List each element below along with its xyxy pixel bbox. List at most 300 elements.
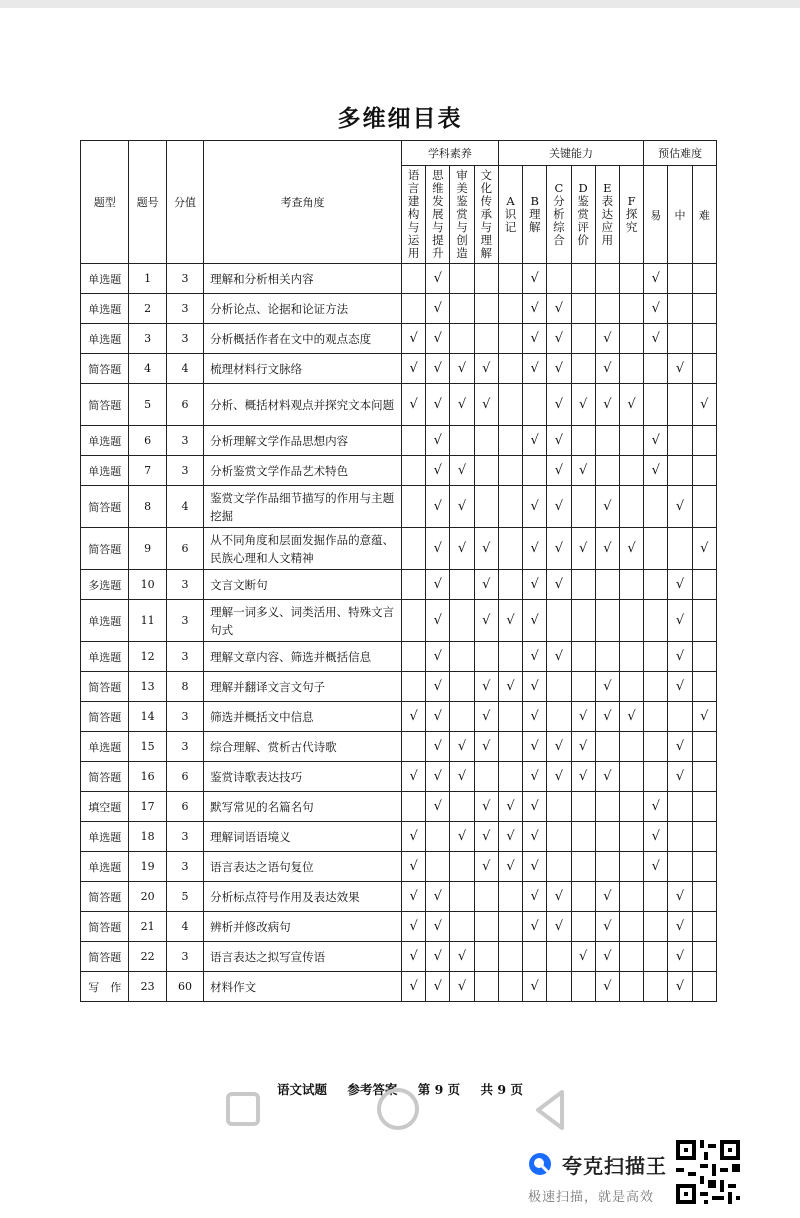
check-mark: √ [668, 672, 692, 702]
check-mark: √ [523, 294, 547, 324]
check-mark: √ [426, 486, 450, 528]
check-mark: √ [523, 354, 547, 384]
cell-mark [498, 762, 522, 792]
cell-score: 3 [166, 852, 203, 882]
check-mark: √ [474, 852, 498, 882]
brand-slogan: 极速扫描，就是高效 [528, 1190, 655, 1205]
check-mark: √ [571, 702, 595, 732]
check-mark: √ [498, 600, 522, 642]
cell-score: 3 [166, 456, 203, 486]
cell-number: 15 [129, 732, 166, 762]
cell-number: 5 [129, 384, 166, 426]
cell-angle: 理解文章内容、筛选并概括信息 [204, 642, 402, 672]
cell-mark [498, 942, 522, 972]
cell-mark [619, 822, 643, 852]
check-mark: √ [426, 324, 450, 354]
cell-mark [571, 570, 595, 600]
cell-number: 13 [129, 672, 166, 702]
cell-mark [498, 324, 522, 354]
check-mark: √ [668, 642, 692, 672]
cell-type: 单选题 [81, 426, 129, 456]
header-score: 分值 [166, 141, 203, 264]
cell-mark [547, 942, 571, 972]
cell-mark [571, 822, 595, 852]
check-mark: √ [571, 384, 595, 426]
cell-mark [619, 882, 643, 912]
check-mark: √ [523, 702, 547, 732]
check-mark: √ [426, 882, 450, 912]
check-mark: √ [523, 732, 547, 762]
cell-mark [450, 792, 474, 822]
triangle-back-icon[interactable] [532, 1088, 568, 1132]
check-mark: √ [474, 354, 498, 384]
cell-mark [474, 942, 498, 972]
cell-mark [547, 702, 571, 732]
check-mark: √ [426, 426, 450, 456]
check-mark: √ [523, 972, 547, 1002]
check-mark: √ [595, 324, 619, 354]
cell-number: 19 [129, 852, 166, 882]
cell-type: 简答题 [81, 882, 129, 912]
cell-type: 简答题 [81, 942, 129, 972]
check-mark: √ [402, 762, 426, 792]
cell-number: 22 [129, 942, 166, 972]
check-mark: √ [426, 972, 450, 1002]
cell-mark [474, 972, 498, 1002]
cell-type: 单选题 [81, 600, 129, 642]
cell-mark [402, 792, 426, 822]
check-mark: √ [450, 762, 474, 792]
check-mark: √ [668, 732, 692, 762]
check-mark: √ [547, 324, 571, 354]
cell-mark [474, 294, 498, 324]
cell-mark [547, 822, 571, 852]
cell-score: 5 [166, 882, 203, 912]
cell-mark [692, 426, 716, 456]
cell-type: 填空题 [81, 792, 129, 822]
header-difficulty-easy: 易 [644, 166, 668, 264]
cell-mark [498, 732, 522, 762]
cell-mark [571, 354, 595, 384]
check-mark: √ [644, 822, 668, 852]
cell-type: 单选题 [81, 264, 129, 294]
header-ability-d: D鉴赏评价 [577, 181, 589, 247]
cell-mark [668, 792, 692, 822]
cell-mark [644, 942, 668, 972]
square-home-icon[interactable] [226, 1092, 260, 1126]
check-mark: √ [668, 486, 692, 528]
cell-type: 简答题 [81, 486, 129, 528]
check-mark: √ [474, 822, 498, 852]
cell-mark [692, 672, 716, 702]
cell-mark [692, 972, 716, 1002]
cell-number: 21 [129, 912, 166, 942]
check-mark: √ [426, 732, 450, 762]
check-mark: √ [668, 354, 692, 384]
cell-mark [692, 912, 716, 942]
check-mark: √ [644, 294, 668, 324]
cell-mark [498, 294, 522, 324]
check-mark: √ [668, 762, 692, 792]
check-mark: √ [595, 942, 619, 972]
cell-mark [595, 600, 619, 642]
cell-mark [450, 264, 474, 294]
cell-mark [668, 702, 692, 732]
cell-mark [571, 912, 595, 942]
check-mark: √ [547, 528, 571, 570]
check-mark: √ [498, 792, 522, 822]
check-mark: √ [402, 822, 426, 852]
cell-mark [498, 426, 522, 456]
page-title: 多维细目表 [337, 106, 463, 132]
check-mark: √ [668, 912, 692, 942]
cell-angle: 筛选并概括文中信息 [204, 702, 402, 732]
cell-mark [692, 354, 716, 384]
check-mark: √ [668, 882, 692, 912]
cell-mark [498, 354, 522, 384]
cell-mark [595, 426, 619, 456]
table-row [81, 912, 717, 942]
cell-mark [595, 570, 619, 600]
cell-mark [571, 426, 595, 456]
check-mark: √ [571, 762, 595, 792]
cell-mark [402, 486, 426, 528]
cell-type: 简答题 [81, 912, 129, 942]
check-mark: √ [426, 702, 450, 732]
check-mark: √ [523, 570, 547, 600]
header-group-difficulty: 预估难度 [644, 141, 717, 166]
cell-number: 6 [129, 426, 166, 456]
cell-mark [571, 882, 595, 912]
check-mark: √ [450, 822, 474, 852]
check-mark: √ [547, 426, 571, 456]
cell-type: 单选题 [81, 456, 129, 486]
check-mark: √ [595, 384, 619, 426]
cell-mark [474, 264, 498, 294]
check-mark: √ [668, 570, 692, 600]
check-mark: √ [547, 762, 571, 792]
check-mark: √ [498, 822, 522, 852]
cell-mark [644, 762, 668, 792]
cell-number: 1 [129, 264, 166, 294]
cell-mark [644, 882, 668, 912]
header-literacy-1: 语言建构与运用 [407, 168, 420, 260]
check-mark: √ [523, 852, 547, 882]
cell-number: 10 [129, 570, 166, 600]
cell-angle: 梳理材料行文脉络 [204, 354, 402, 384]
cell-type: 单选题 [81, 732, 129, 762]
cell-mark [450, 600, 474, 642]
brand-watermark [528, 1146, 678, 1206]
check-mark: √ [523, 600, 547, 642]
cell-type: 简答题 [81, 702, 129, 732]
check-mark: √ [523, 426, 547, 456]
cell-mark [692, 732, 716, 762]
check-mark: √ [595, 672, 619, 702]
check-mark: √ [668, 942, 692, 972]
cell-mark [668, 426, 692, 456]
cell-mark [571, 672, 595, 702]
table-row [81, 354, 717, 384]
cell-mark [450, 426, 474, 456]
check-mark: √ [402, 882, 426, 912]
check-mark: √ [426, 294, 450, 324]
cell-type: 简答题 [81, 672, 129, 702]
cell-number: 17 [129, 792, 166, 822]
cell-angle: 鉴赏诗歌表达技巧 [204, 762, 402, 792]
table-row [81, 528, 717, 570]
cell-mark [619, 942, 643, 972]
check-mark: √ [595, 354, 619, 384]
cell-mark [498, 264, 522, 294]
header-ability-e: E表达应用 [601, 181, 614, 247]
cell-type: 单选题 [81, 324, 129, 354]
header-number: 题号 [129, 141, 166, 264]
check-mark: √ [402, 324, 426, 354]
header-ability-f: F探究 [625, 194, 638, 234]
table-row [81, 264, 717, 294]
cell-mark [523, 942, 547, 972]
check-mark: √ [595, 528, 619, 570]
cell-mark [595, 732, 619, 762]
cell-score: 3 [166, 294, 203, 324]
cell-mark [692, 486, 716, 528]
check-mark: √ [547, 732, 571, 762]
check-mark: √ [402, 384, 426, 426]
cell-mark [619, 570, 643, 600]
cell-score: 3 [166, 702, 203, 732]
cell-mark [498, 486, 522, 528]
table-row [81, 972, 717, 1002]
check-mark: √ [547, 384, 571, 426]
cell-mark [474, 486, 498, 528]
cell-number: 2 [129, 294, 166, 324]
check-mark: √ [426, 456, 450, 486]
check-mark: √ [523, 912, 547, 942]
table-row [81, 324, 717, 354]
header-ability-c: C分析综合 [553, 181, 565, 247]
cell-score: 6 [166, 792, 203, 822]
cell-mark [595, 852, 619, 882]
cell-mark [402, 672, 426, 702]
cell-mark [474, 762, 498, 792]
check-mark: √ [547, 912, 571, 942]
check-mark: √ [402, 852, 426, 882]
header-ability-a: A识记 [504, 194, 517, 234]
check-mark: √ [450, 456, 474, 486]
cell-angle: 分析、概括材料观点并探究文本问题 [204, 384, 402, 426]
check-mark: √ [595, 882, 619, 912]
cell-score: 3 [166, 426, 203, 456]
check-mark: √ [474, 570, 498, 600]
cell-mark [474, 456, 498, 486]
cell-mark [644, 570, 668, 600]
cell-mark [571, 294, 595, 324]
cell-mark [692, 642, 716, 672]
cell-mark [595, 456, 619, 486]
cell-angle: 综合理解、赏析古代诗歌 [204, 732, 402, 762]
check-mark: √ [571, 732, 595, 762]
header-group-literacy: 学科素养 [402, 141, 499, 166]
cell-mark [644, 384, 668, 426]
cell-mark [668, 822, 692, 852]
footer-page: 第 9 页 [417, 1082, 461, 1097]
cell-mark [402, 264, 426, 294]
cell-mark [402, 600, 426, 642]
cell-angle: 理解并翻译文言文句子 [204, 672, 402, 702]
cell-score: 8 [166, 672, 203, 702]
table-row [81, 702, 717, 732]
cell-score: 4 [166, 354, 203, 384]
check-mark: √ [644, 324, 668, 354]
cell-mark [450, 852, 474, 882]
check-mark: √ [426, 642, 450, 672]
cell-mark [474, 882, 498, 912]
circle-home-icon[interactable] [377, 1088, 419, 1130]
cell-mark [547, 672, 571, 702]
footer-answer: 参考答案 [347, 1082, 398, 1097]
cell-type: 简答题 [81, 528, 129, 570]
cell-angle: 理解和分析相关内容 [204, 264, 402, 294]
cell-mark [668, 852, 692, 882]
cell-type: 简答题 [81, 384, 129, 426]
cell-mark [547, 600, 571, 642]
check-mark: √ [595, 702, 619, 732]
cell-mark [692, 852, 716, 882]
cell-angle: 分析概括作者在文中的观点态度 [204, 324, 402, 354]
check-mark: √ [547, 354, 571, 384]
check-mark: √ [595, 486, 619, 528]
cell-number: 8 [129, 486, 166, 528]
cell-mark [498, 972, 522, 1002]
cell-score: 3 [166, 570, 203, 600]
cell-mark [402, 570, 426, 600]
cell-mark [668, 384, 692, 426]
cell-mark [474, 426, 498, 456]
cell-mark [692, 822, 716, 852]
check-mark: √ [644, 426, 668, 456]
table-row [81, 486, 717, 528]
cell-mark [644, 600, 668, 642]
footer-subject: 语文试题 [277, 1082, 328, 1097]
cell-mark [644, 642, 668, 672]
check-mark: √ [523, 486, 547, 528]
cell-angle: 从不同角度和层面发掘作品的意蕴、民族心理和人文精神 [204, 528, 402, 570]
table-row [81, 294, 717, 324]
cell-mark [692, 264, 716, 294]
check-mark: √ [619, 384, 643, 426]
cell-mark [498, 384, 522, 426]
cell-type: 多选题 [81, 570, 129, 600]
cell-score: 3 [166, 600, 203, 642]
cell-mark [692, 456, 716, 486]
check-mark: √ [426, 762, 450, 792]
check-mark: √ [523, 822, 547, 852]
table-row [81, 642, 717, 672]
cell-angle: 分析论点、论据和论证方法 [204, 294, 402, 324]
cell-angle: 鉴赏文学作品细节描写的作用与主题挖掘 [204, 486, 402, 528]
cell-mark [571, 486, 595, 528]
cell-score: 6 [166, 384, 203, 426]
check-mark: √ [547, 294, 571, 324]
cell-score: 6 [166, 528, 203, 570]
check-mark: √ [595, 912, 619, 942]
cell-mark [547, 264, 571, 294]
cell-mark [402, 642, 426, 672]
cell-mark [402, 456, 426, 486]
cell-mark [523, 384, 547, 426]
cell-angle: 分析标点符号作用及表达效果 [204, 882, 402, 912]
cell-mark [547, 792, 571, 822]
check-mark: √ [426, 672, 450, 702]
cell-angle: 材料作文 [204, 972, 402, 1002]
cell-mark [571, 852, 595, 882]
cell-mark [668, 528, 692, 570]
table-row [81, 456, 717, 486]
cell-mark [450, 642, 474, 672]
cell-mark [619, 456, 643, 486]
check-mark: √ [692, 702, 716, 732]
cell-mark [547, 972, 571, 1002]
cell-number: 16 [129, 762, 166, 792]
cell-mark [595, 792, 619, 822]
check-mark: √ [692, 384, 716, 426]
cell-mark [571, 972, 595, 1002]
check-mark: √ [450, 942, 474, 972]
header-group-ability: 关键能力 [498, 141, 643, 166]
check-mark: √ [595, 972, 619, 1002]
cell-mark [619, 762, 643, 792]
cell-mark [402, 294, 426, 324]
cell-mark [498, 570, 522, 600]
table-row [81, 426, 717, 456]
cell-type: 单选题 [81, 852, 129, 882]
check-mark: √ [426, 792, 450, 822]
cell-mark [692, 882, 716, 912]
check-mark: √ [523, 762, 547, 792]
table-row [81, 600, 717, 642]
cell-angle: 语言表达之拟写宣传语 [204, 942, 402, 972]
cell-mark [547, 852, 571, 882]
check-mark: √ [402, 912, 426, 942]
cell-mark [692, 324, 716, 354]
check-mark: √ [402, 702, 426, 732]
check-mark: √ [644, 792, 668, 822]
cell-mark [402, 732, 426, 762]
cell-number: 7 [129, 456, 166, 486]
cell-number: 12 [129, 642, 166, 672]
cell-angle: 分析理解文学作品思想内容 [204, 426, 402, 456]
check-mark: √ [450, 384, 474, 426]
qr-code-icon [676, 1140, 740, 1204]
check-mark: √ [523, 672, 547, 702]
check-mark: √ [571, 528, 595, 570]
quark-logo-icon [528, 1152, 552, 1176]
cell-mark [668, 294, 692, 324]
check-mark: √ [402, 354, 426, 384]
check-mark: √ [668, 600, 692, 642]
top-status-strip [0, 0, 800, 8]
cell-score: 6 [166, 762, 203, 792]
check-mark: √ [644, 456, 668, 486]
cell-mark [619, 912, 643, 942]
check-mark: √ [547, 570, 571, 600]
cell-mark [619, 792, 643, 822]
cell-type: 简答题 [81, 762, 129, 792]
cell-angle: 理解一词多义、词类活用、特殊文言句式 [204, 600, 402, 642]
cell-mark [450, 570, 474, 600]
cell-type: 简答题 [81, 354, 129, 384]
